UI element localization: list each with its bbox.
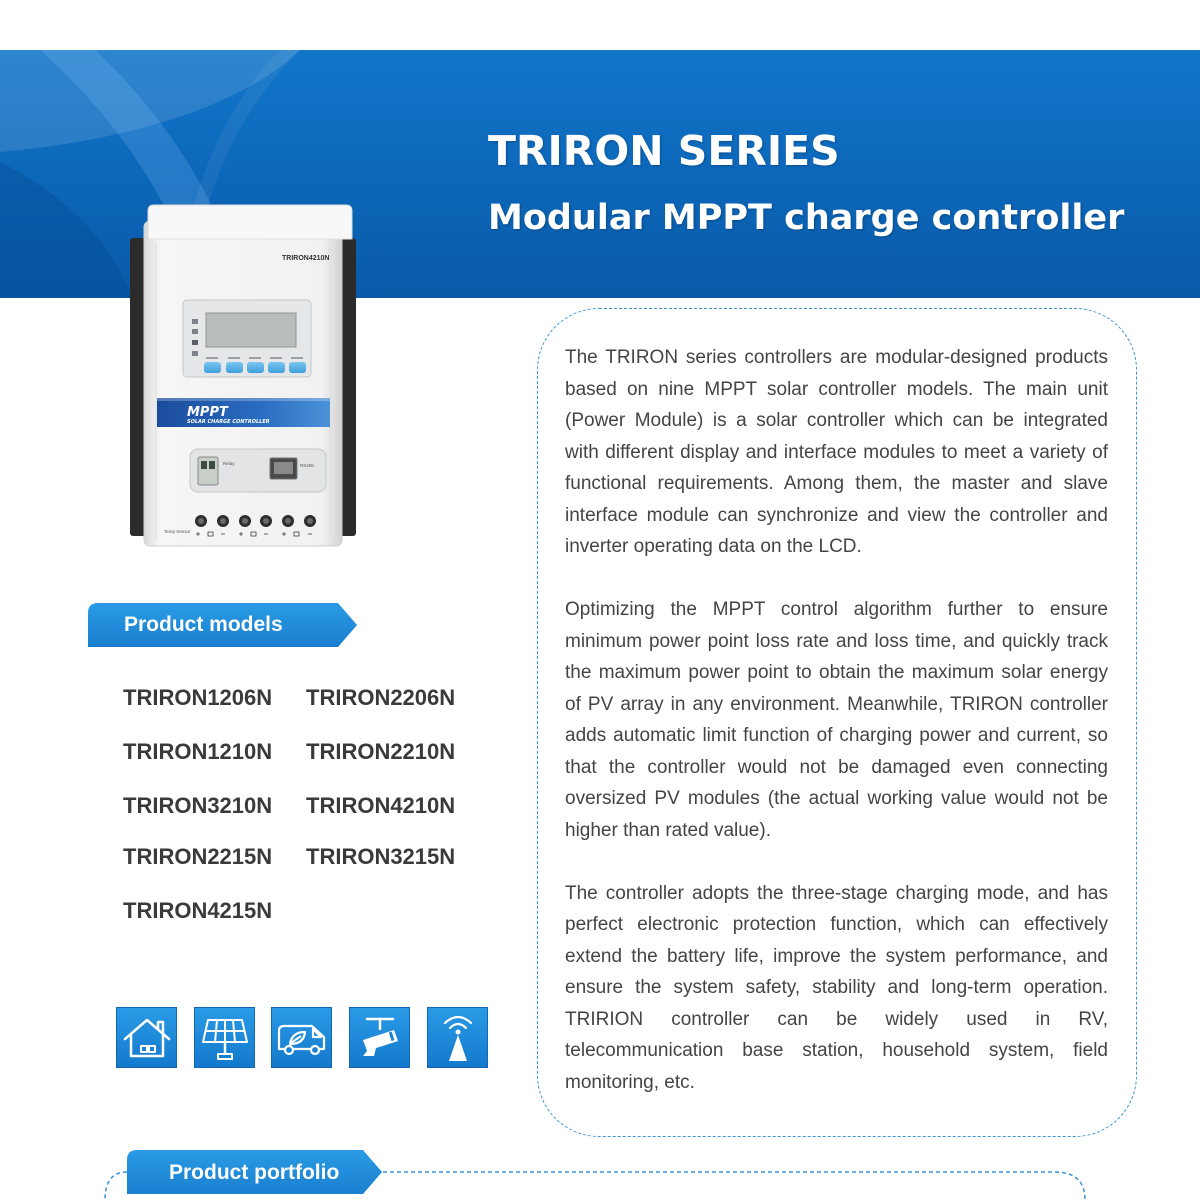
model-item: TRIRON2206N	[306, 685, 456, 710]
product-models-heading: Product models	[124, 613, 283, 636]
controller-body	[144, 221, 342, 546]
application-icon-tile	[349, 1007, 410, 1068]
temp-sensor-label: Temp Sensor	[164, 529, 191, 534]
rv-van-icon	[272, 1008, 332, 1068]
house-icon	[117, 1008, 177, 1068]
model-item: TRIRON4210N	[306, 793, 456, 818]
display-module	[183, 300, 311, 377]
product-portfolio-tab	[127, 1150, 383, 1194]
description-paragraph: The TRIRON series controllers are modular-designed products based on nine MPPT solar controller models. The main unit (Power Module) is a solar controller which can be integrated with different display and interface modules to meet a variety of functional requirements. Among them, the master and slave interface module can synchronize and view the controller and inverter operating data on the LCD.	[565, 347, 1108, 557]
model-item: TRIRON1206N	[123, 685, 273, 710]
product-portfolio-heading: Product portfolio	[169, 1161, 340, 1184]
relay-label: Relay	[223, 461, 235, 466]
application-icon-tile	[194, 1007, 255, 1068]
application-icon-tile	[427, 1007, 488, 1068]
product-image	[128, 203, 358, 548]
lcd-screen	[206, 313, 296, 347]
application-icon-tile	[116, 1007, 177, 1068]
device-model-label: TRIRON4210N	[282, 255, 330, 262]
product-models-tab	[88, 603, 358, 647]
interface-module	[190, 449, 326, 492]
page-subtitle: Modular MPPT charge controller	[488, 198, 1125, 238]
control-buttons	[204, 362, 306, 373]
model-item: TRIRON2215N	[123, 844, 273, 869]
page-title: TRIRON SERIES	[488, 127, 840, 175]
description-paragraph: Optimizing the MPPT control algorithm further to ensure minimum power point loss rate and loss time, and quickly track the maximum power point to obtain the maximum solar energy of PV array in any environment. Meanwhile, TRIRON controller adds automatic limit function of charging power and current, so that the controller would not be damaged even connecting oversized PV modules (the actual working value would not be higher than rated value).	[565, 599, 1108, 841]
application-icon-tile	[271, 1007, 332, 1068]
model-item: TRIRON3215N	[306, 844, 456, 869]
solar-panel-icon	[195, 1008, 255, 1068]
mppt-band	[157, 398, 330, 427]
description-paragraph: The controller adopts the three-stage charging mode, and has perfect electronic protection function, which can effectively extend the battery life, improve the system performance, and ensure the system safety, stability and long-term operation. TRIRION controller can be widely used in RV, telecommunication base station, household system, field monitoring, etc.	[565, 882, 1108, 1093]
description	[565, 342, 1108, 1130]
model-item: TRIRON2210N	[306, 739, 456, 764]
mppt-band-title: MPPT	[187, 405, 228, 420]
telecom-antenna-icon	[428, 1008, 488, 1068]
mppt-band-subtitle: SOLAR CHARGE CONTROLLER	[187, 419, 270, 425]
model-item: TRIRON4215N	[123, 898, 273, 923]
model-item: TRIRON3210N	[123, 793, 273, 818]
rs485-label: RS485	[300, 463, 314, 468]
top-cover	[148, 205, 352, 239]
surveillance-camera-icon	[350, 1008, 410, 1068]
model-item: TRIRON1210N	[123, 739, 273, 764]
